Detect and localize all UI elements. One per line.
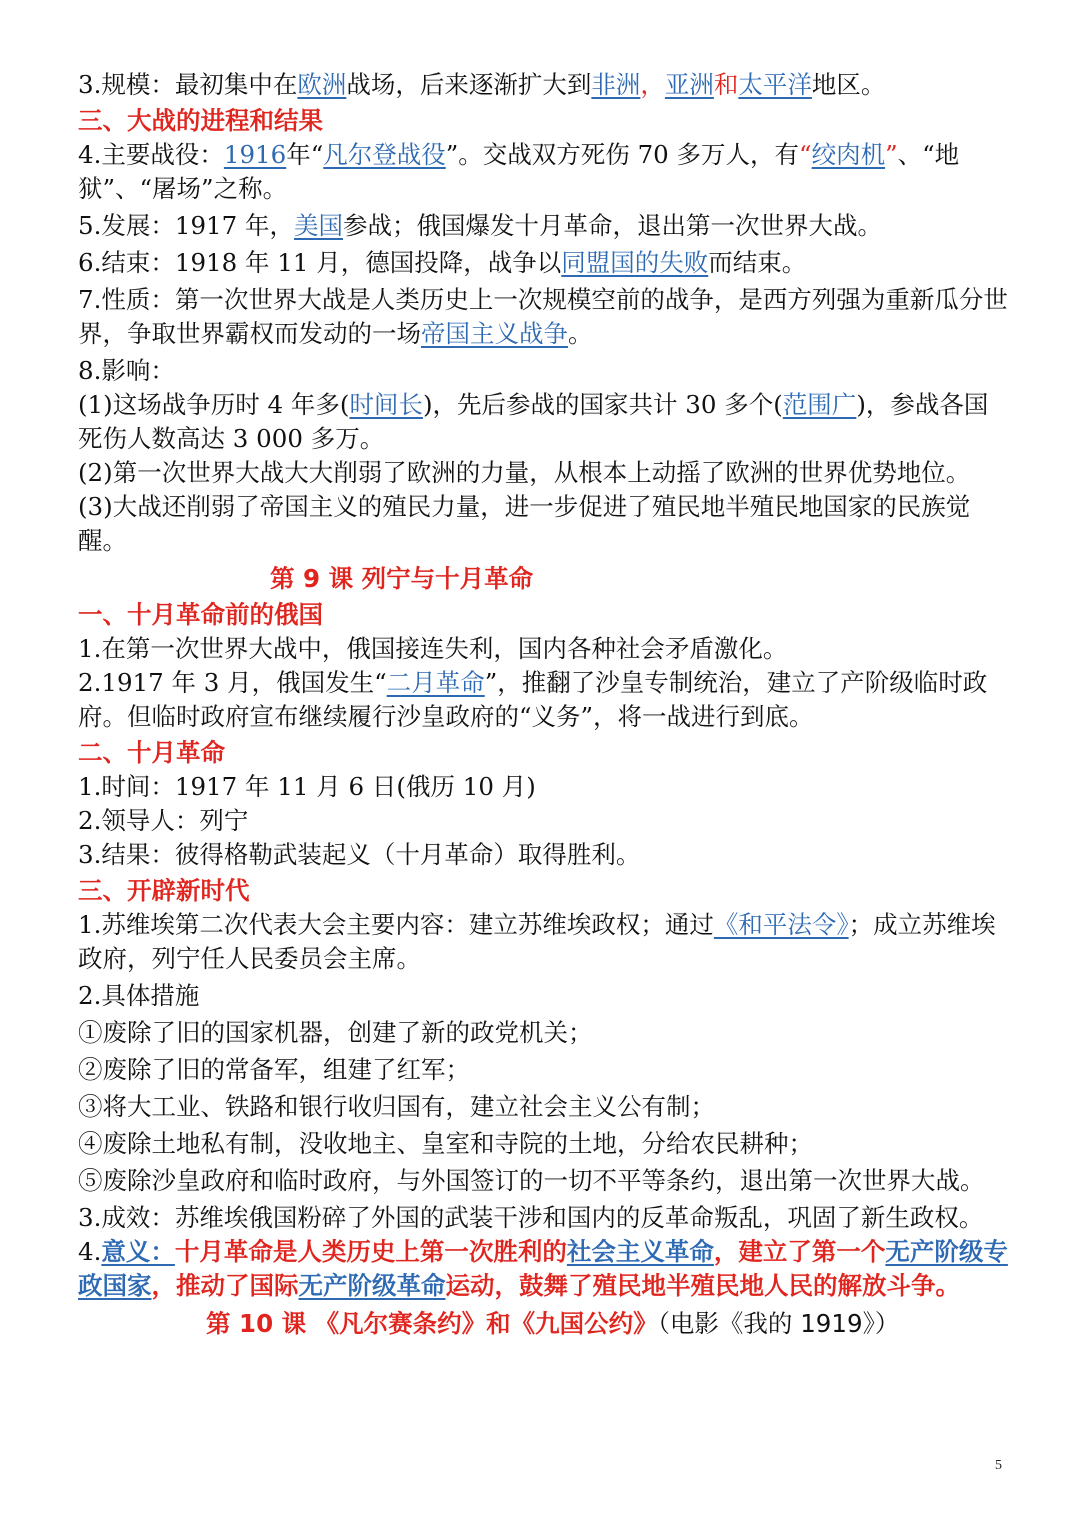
keyword-meat-grinder: 绞肉机	[811, 140, 886, 169]
paragraph-measures-heading: 2.具体措施	[78, 981, 200, 1010]
text: 4.	[78, 1237, 102, 1266]
paragraph-leader: 2.领导人：列宁	[78, 806, 249, 835]
text: 、“地狱”、“屠场”之称。	[78, 140, 960, 203]
text: )，参战各国死伤人数高达 3 000 多万。	[78, 390, 989, 453]
keyword-imperialist-war: 帝国主义战争	[421, 319, 568, 348]
text: 6.结束：1918 年 11 月，德国投降，战争以	[78, 248, 562, 277]
text: ，	[640, 70, 665, 99]
paragraph-measure-2: ②废除了旧的常备军，组建了红军；	[78, 1055, 470, 1084]
text: 4.主要战役：	[78, 140, 224, 169]
text: 参战；俄国爆发十月革命，退出第一次世界大战。	[343, 211, 883, 240]
paragraph-measure-1: ①废除了旧的国家机器，创建了新的政党机关；	[78, 1018, 593, 1047]
paragraph-measure-4: ④废除土地私有制，没收地主、皇室和寺院的土地，分给农民耕种；	[78, 1129, 813, 1158]
text: )，先后参战的国家共计 30 多个(	[422, 390, 783, 419]
section-heading-new-era: 三、开辟新时代	[78, 876, 250, 905]
keyword-verdun: 凡尔登战役	[323, 140, 446, 169]
keyword-europe: 欧洲	[297, 70, 347, 99]
paragraph-result: 3.结果：彼得格勒武装起义（十月革命）取得胜利。	[78, 840, 641, 869]
paragraph-battle	[78, 138, 1008, 206]
keyword-usa: 美国	[294, 211, 344, 240]
text: 2.1917 年 3 月，俄国发生“	[78, 668, 387, 697]
keyword-february-revolution: 二月革命	[386, 668, 485, 697]
keyword-1916: 1916	[223, 140, 287, 169]
paragraph-development	[78, 209, 1008, 243]
page-number: 5	[995, 1458, 1002, 1473]
text: ”。交战双方死伤 70 多万人，有	[445, 140, 800, 169]
text: 十月革命是人类历史上第一次胜利的	[174, 1237, 567, 1266]
paragraph-february-revolution	[78, 666, 1008, 734]
text: “	[799, 140, 812, 169]
paragraph-impact-3: (3)大战还削弱了帝国主义的殖民力量，进一步促进了殖民地半殖民地国家的民族觉醒。	[78, 492, 971, 555]
text: 7.性质：第一次世界大战是人类历史上一次规模空前的战争，是西方列强为重新瓜分世界，争取世界霸权而发动的一场	[78, 285, 1008, 348]
text: (1)这场战争历时 4 年多(	[78, 390, 350, 419]
keyword-decree-on-peace: 《和平法令》	[713, 910, 849, 939]
paragraph-measure-3: ③将大工业、铁路和银行收归国有，建立社会主义公有制；	[78, 1092, 715, 1121]
paragraph-impact-heading: 8.影响：	[78, 356, 175, 385]
text: 地区。	[811, 70, 886, 99]
text: ，建立了第一个	[713, 1237, 886, 1266]
keyword-pacific: 太平洋	[738, 70, 812, 99]
keyword-proletarian-dictatorship: 无产阶级专政国家	[78, 1237, 1008, 1300]
text: 3.规模：最初集中在	[78, 70, 298, 99]
paragraph-time: 1.时间：1917 年 11 月 6 日(俄历 10 月)	[78, 772, 536, 801]
keyword-proletarian-revolution: 无产阶级革命	[298, 1271, 446, 1300]
text: ；成立苏维埃政府，列宁任人民委员会主席。	[78, 910, 996, 973]
keyword-central-powers-defeat: 同盟国的失败	[561, 248, 709, 277]
paragraph-end	[78, 246, 1008, 280]
lesson-9-title: 第 9 课 列宁与十月革命	[270, 564, 534, 593]
paragraph-nature	[78, 283, 1008, 351]
text: 。	[568, 319, 593, 348]
keyword-socialist-revolution: 社会主义革命	[566, 1237, 714, 1266]
text: （电影《我的 1919》）	[657, 1309, 900, 1338]
paragraph-soviet-congress	[78, 908, 1008, 976]
keyword-long-duration: 时间长	[349, 390, 423, 419]
text: ”	[885, 140, 898, 169]
paragraph-impact-2: (2)第一次世界大战大大削弱了欧洲的力量，从根本上动摇了欧洲的世界优势地位。	[78, 458, 971, 487]
text: ，推动了国际	[151, 1271, 299, 1300]
paragraph-impact-1	[78, 388, 1008, 456]
document-page	[78, 68, 1008, 1343]
section-heading-pre-revolution: 一、十月革命前的俄国	[78, 600, 323, 629]
text: 战场，后来逐渐扩大到	[346, 70, 592, 99]
text: 和	[713, 70, 739, 99]
lesson-10-title	[78, 1307, 1008, 1341]
text: 5.发展：1917 年，	[78, 211, 295, 240]
section-heading-progress: 三、大战的进程和结果	[78, 106, 323, 135]
text: 第 10 课 《凡尔赛条约》和《九国公约》	[206, 1309, 658, 1338]
keyword-significance: 意义：	[101, 1237, 175, 1266]
text: ”，推翻了沙皇专制统治，建立了产阶级临时政府。但临时政府宣布继续履行沙皇政府的“义务”，将一战进行到底。	[78, 668, 988, 731]
section-heading-october-revolution: 二、十月革命	[78, 738, 225, 767]
paragraph-scale	[78, 68, 1008, 102]
paragraph-effect: 3.成效：苏维埃俄国粉碎了外国的武装干涉和国内的反革命叛乱，巩固了新生政权。	[78, 1203, 984, 1232]
text: 而结束。	[708, 248, 807, 277]
text: 运动，鼓舞了殖民地半殖民地人民的解放斗争。	[445, 1271, 960, 1300]
paragraph-losses: 1.在第一次世界大战中，俄国接连失利，国内各种社会矛盾激化。	[78, 634, 788, 663]
keyword-asia: 亚洲	[664, 70, 714, 99]
paragraph-measure-5: ⑤废除沙皇政府和临时政府，与外国签订的一切不平等条约，退出第一次世界大战。	[78, 1166, 985, 1195]
keyword-wide-range: 范围广	[782, 390, 857, 419]
paragraph-significance	[78, 1235, 1008, 1303]
text: 年“	[286, 140, 324, 169]
text: 1.苏维埃第二次代表大会主要内容：建立苏维埃政权；通过	[78, 910, 714, 939]
keyword-africa: 非洲	[591, 70, 641, 99]
